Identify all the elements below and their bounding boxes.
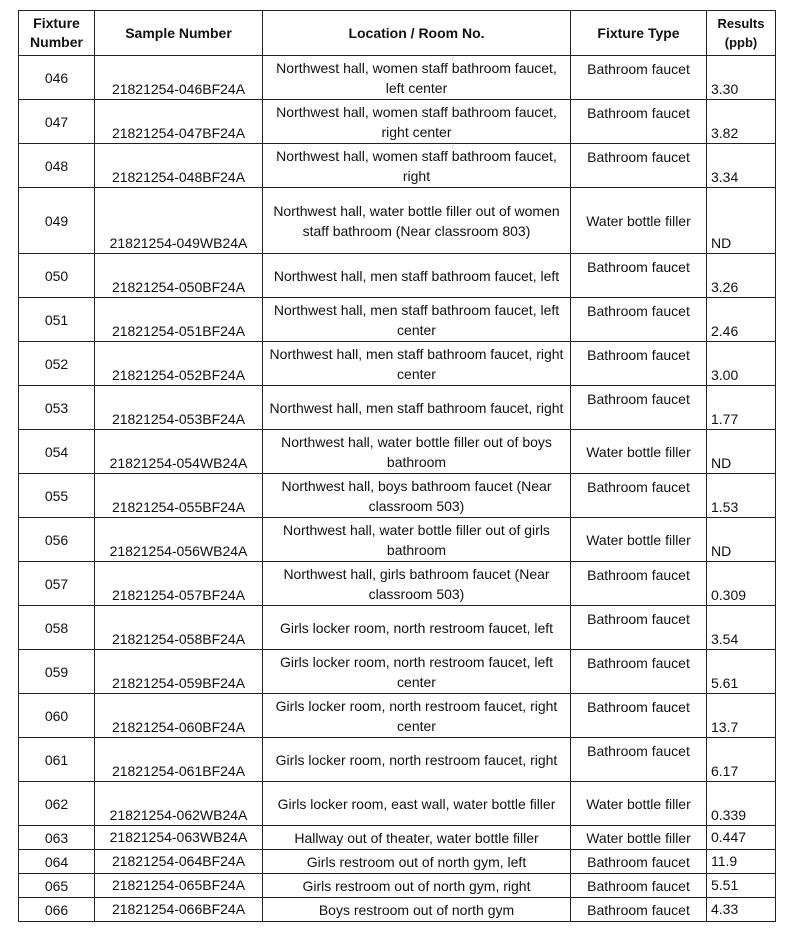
table-row — [19, 298, 776, 342]
table-row — [19, 254, 776, 298]
result-cell: 3.26 — [707, 254, 776, 298]
location-cell: Northwest hall, men staff bathroom faucet, left — [263, 254, 571, 298]
result-cell: ND — [707, 518, 776, 562]
result-cell: 0.447 — [707, 826, 776, 850]
sample-number-cell: 21821254-059BF24A — [95, 650, 263, 694]
location-cell: Northwest hall, women staff bathroom faucet, left center — [263, 56, 571, 100]
table-row — [19, 56, 776, 100]
fixture-number-cell: 047 — [19, 100, 95, 144]
location-cell: Girls locker room, north restroom faucet, left center — [263, 650, 571, 694]
fixture-type-cell: Bathroom faucet — [571, 738, 707, 782]
location-cell: Northwest hall, water bottle filler out of women staff bathroom (Near classroom 803) — [263, 188, 571, 254]
fixture-number-cell: 050 — [19, 254, 95, 298]
fixture-results-table — [18, 10, 776, 922]
sample-number-cell: 21821254-049WB24A — [95, 188, 263, 254]
result-cell: 6.17 — [707, 738, 776, 782]
result-cell: ND — [707, 430, 776, 474]
table-row — [19, 826, 776, 850]
sample-number-cell: 21821254-051BF24A — [95, 298, 263, 342]
location-cell: Girls restroom out of north gym, left — [263, 850, 571, 874]
location-cell: Girls restroom out of north gym, right — [263, 874, 571, 898]
result-cell: ND — [707, 188, 776, 254]
result-cell: 0.309 — [707, 562, 776, 606]
sample-number-cell: 21821254-062WB24A — [95, 782, 263, 826]
location-cell: Northwest hall, women staff bathroom faucet, right center — [263, 100, 571, 144]
fixture-type-cell: Water bottle filler — [571, 826, 707, 850]
fixture-number-cell: 064 — [19, 850, 95, 874]
location-cell: Hallway out of theater, water bottle filler — [263, 826, 571, 850]
fixture-type-cell: Bathroom faucet — [571, 254, 707, 298]
table-row — [19, 850, 776, 874]
fixture-type-cell: Bathroom faucet — [571, 562, 707, 606]
table-row — [19, 386, 776, 430]
result-cell: 2.46 — [707, 298, 776, 342]
fixture-number-cell: 056 — [19, 518, 95, 562]
header-fixture-type: Fixture Type — [571, 11, 707, 56]
fixture-type-cell: Water bottle filler — [571, 518, 707, 562]
fixture-number-cell: 062 — [19, 782, 95, 826]
result-cell: 3.54 — [707, 606, 776, 650]
location-cell: Girls locker room, east wall, water bottle filler — [263, 782, 571, 826]
sample-number-cell: 21821254-060BF24A — [95, 694, 263, 738]
fixture-type-cell: Bathroom faucet — [571, 874, 707, 898]
table-row — [19, 100, 776, 144]
table-row — [19, 474, 776, 518]
table-row — [19, 898, 776, 922]
fixture-type-cell: Bathroom faucet — [571, 850, 707, 874]
table-row — [19, 342, 776, 386]
sample-number-cell: 21821254-047BF24A — [95, 100, 263, 144]
fixture-type-cell: Bathroom faucet — [571, 898, 707, 922]
location-cell: Northwest hall, water bottle filler out of girls bathroom — [263, 518, 571, 562]
fixture-number-cell: 054 — [19, 430, 95, 474]
table-row — [19, 188, 776, 254]
table-row — [19, 874, 776, 898]
fixture-number-cell: 066 — [19, 898, 95, 922]
location-cell: Northwest hall, men staff bathroom faucet, right center — [263, 342, 571, 386]
sample-number-cell: 21821254-055BF24A — [95, 474, 263, 518]
sample-number-cell: 21821254-065BF24A — [95, 874, 263, 898]
sample-number-cell: 21821254-056WB24A — [95, 518, 263, 562]
location-cell: Girls locker room, north restroom faucet, right center — [263, 694, 571, 738]
fixture-type-cell: Bathroom faucet — [571, 144, 707, 188]
fixture-type-cell: Water bottle filler — [571, 430, 707, 474]
fixture-type-cell: Bathroom faucet — [571, 56, 707, 100]
fixture-type-cell: Bathroom faucet — [571, 386, 707, 430]
sample-number-cell: 21821254-063WB24A — [95, 826, 263, 850]
location-cell: Northwest hall, water bottle filler out of boys bathroom — [263, 430, 571, 474]
header-results: Results (ppb) — [707, 11, 776, 56]
table-row — [19, 518, 776, 562]
fixture-number-cell: 059 — [19, 650, 95, 694]
sample-number-cell: 21821254-058BF24A — [95, 606, 263, 650]
fixture-number-cell: 053 — [19, 386, 95, 430]
result-cell: 4.33 — [707, 898, 776, 922]
sample-number-cell: 21821254-061BF24A — [95, 738, 263, 782]
table-row — [19, 430, 776, 474]
result-cell: 11.9 — [707, 850, 776, 874]
location-cell: Northwest hall, girls bathroom faucet (Near classroom 503) — [263, 562, 571, 606]
table-row — [19, 694, 776, 738]
fixture-number-cell: 049 — [19, 188, 95, 254]
fixture-number-cell: 052 — [19, 342, 95, 386]
fixture-number-cell: 048 — [19, 144, 95, 188]
fixture-number-cell: 061 — [19, 738, 95, 782]
result-cell: 5.61 — [707, 650, 776, 694]
fixture-type-cell: Bathroom faucet — [571, 342, 707, 386]
fixture-type-cell: Bathroom faucet — [571, 650, 707, 694]
location-cell: Northwest hall, men staff bathroom faucet, left center — [263, 298, 571, 342]
sample-number-cell: 21821254-053BF24A — [95, 386, 263, 430]
location-cell: Northwest hall, boys bathroom faucet (Near classroom 503) — [263, 474, 571, 518]
result-cell: 5.51 — [707, 874, 776, 898]
sample-number-cell: 21821254-052BF24A — [95, 342, 263, 386]
result-cell: 3.82 — [707, 100, 776, 144]
result-cell: 1.53 — [707, 474, 776, 518]
sample-number-cell: 21821254-048BF24A — [95, 144, 263, 188]
result-cell: 13.7 — [707, 694, 776, 738]
fixture-number-cell: 046 — [19, 56, 95, 100]
result-cell: 3.00 — [707, 342, 776, 386]
fixture-number-cell: 057 — [19, 562, 95, 606]
table-row — [19, 606, 776, 650]
result-cell: 0.339 — [707, 782, 776, 826]
fixture-number-cell: 063 — [19, 826, 95, 850]
location-cell: Northwest hall, women staff bathroom faucet, right — [263, 144, 571, 188]
table-row — [19, 650, 776, 694]
fixture-number-cell: 065 — [19, 874, 95, 898]
sample-number-cell: 21821254-066BF24A — [95, 898, 263, 922]
fixture-type-cell: Bathroom faucet — [571, 694, 707, 738]
fixture-type-cell: Bathroom faucet — [571, 474, 707, 518]
fixture-type-cell: Water bottle filler — [571, 782, 707, 826]
location-cell: Girls locker room, north restroom faucet, left — [263, 606, 571, 650]
sample-number-cell: 21821254-050BF24A — [95, 254, 263, 298]
sample-number-cell: 21821254-064BF24A — [95, 850, 263, 874]
location-cell: Girls locker room, north restroom faucet, right — [263, 738, 571, 782]
table-row — [19, 144, 776, 188]
fixture-type-cell: Water bottle filler — [571, 188, 707, 254]
fixture-number-cell: 055 — [19, 474, 95, 518]
table-row — [19, 562, 776, 606]
header-location: Location / Room No. — [263, 11, 571, 56]
fixture-number-cell: 051 — [19, 298, 95, 342]
result-cell: 3.30 — [707, 56, 776, 100]
sample-number-cell: 21821254-057BF24A — [95, 562, 263, 606]
header-row — [19, 11, 776, 56]
table-row — [19, 782, 776, 826]
header-sample-number: Sample Number — [95, 11, 263, 56]
header-fixture-number: Fixture Number — [19, 11, 95, 56]
sample-number-cell: 21821254-046BF24A — [95, 56, 263, 100]
table-row — [19, 738, 776, 782]
result-cell: 3.34 — [707, 144, 776, 188]
fixture-number-cell: 060 — [19, 694, 95, 738]
sample-number-cell: 21821254-054WB24A — [95, 430, 263, 474]
fixture-number-cell: 058 — [19, 606, 95, 650]
fixture-type-cell: Bathroom faucet — [571, 298, 707, 342]
location-cell: Northwest hall, men staff bathroom faucet, right — [263, 386, 571, 430]
result-cell: 1.77 — [707, 386, 776, 430]
fixture-type-cell: Bathroom faucet — [571, 606, 707, 650]
location-cell: Boys restroom out of north gym — [263, 898, 571, 922]
fixture-type-cell: Bathroom faucet — [571, 100, 707, 144]
